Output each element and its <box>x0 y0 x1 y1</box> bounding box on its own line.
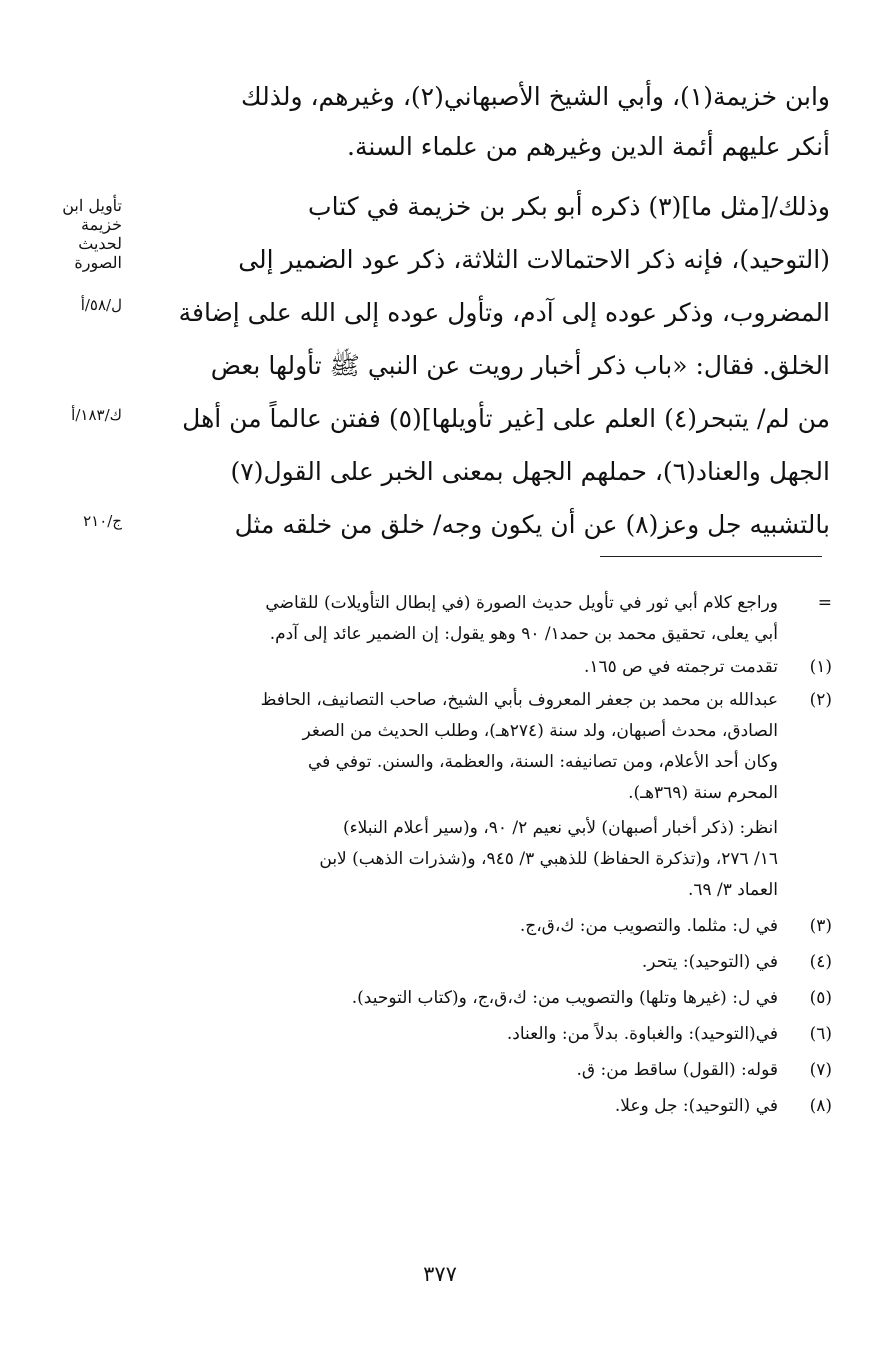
footnote-7 <box>98 1055 840 1086</box>
manuscript-ref-k: ك/١٨٣/أ <box>71 406 122 424</box>
main-text-body <box>150 72 830 551</box>
footnote-line: تقدمت ترجمته في ص ١٦٥. <box>583 657 778 677</box>
footnote-number: (٨) <box>809 1096 832 1116</box>
footnote-2-references <box>98 813 840 906</box>
footnote-text <box>98 1091 778 1122</box>
footnote-line: في(التوحيد): والغباوة. بدلاً من: والعناد. <box>506 1024 778 1044</box>
paragraph-1 <box>150 72 830 172</box>
footnote-line: عبدالله بن محمد بن جعفر المعروف بأبي الشيخ، صاحب التصانيف، الحافظ <box>260 690 778 710</box>
footnote-line: في (التوحيد): جل وعلا. <box>614 1096 778 1116</box>
footnote-marker: = <box>817 593 832 613</box>
footnote-line: في ل: مثلما. والتصويب من: ك،ق،ج. <box>519 916 778 936</box>
footnote-1 <box>98 652 840 683</box>
page-number: ٣٧٧ <box>423 1262 457 1286</box>
footnote-line: في ل: (غيرها وتلها) والتصويب من: ك،ق،ج، و(كتاب التوحيد). <box>351 988 778 1008</box>
footnote-line: العماد ٣/ ٦٩. <box>687 880 778 900</box>
text-line: (التوحيد)، فإنه ذكر الاحتمالات الثلاثة، ذكر عود الضمير إلى <box>238 245 830 274</box>
text-line: من لم/ يتبحر(٤) العلم على [غير تأويلها](٥) ففتن عالماً من أهل <box>182 404 830 433</box>
text-line: الجهل والعناد(٦)، حملهم الجهل بمعنى الخبر على القول(٧) <box>230 457 830 486</box>
footnote-line: في (التوحيد): يتحر. <box>641 952 778 972</box>
footnote-text <box>98 685 778 809</box>
footnote-number: (٤) <box>809 952 832 972</box>
footnote-number: (١) <box>809 657 832 677</box>
margin-heading-line: لحديث <box>78 234 122 253</box>
text-line: بالتشبيه جل وعز(٨) عن أن يكون وجه/ خلق من خلقه مثل <box>234 510 830 539</box>
footnote-5 <box>98 983 840 1014</box>
footnote-number: (٧) <box>809 1060 832 1080</box>
footnote-separator <box>600 556 822 557</box>
footnote-text <box>98 983 778 1014</box>
footnote-4 <box>98 947 840 978</box>
manuscript-ref-j: ج/٢١٠ <box>83 512 122 530</box>
footnote-text <box>98 1019 778 1050</box>
footnote-text <box>98 947 778 978</box>
footnote-text <box>98 911 778 942</box>
text-line: أنكر عليهم أئمة الدين وغيرهم من علماء السنة. <box>347 132 830 161</box>
footnote-number: (٦) <box>809 1024 832 1044</box>
margin-heading-line: خزيمة <box>81 215 122 234</box>
footnote-line: وكان أحد الأعلام، ومن تصانيفه: السنة، والعظمة، والسنن. توفي في <box>307 752 778 772</box>
footnote-text <box>98 588 778 650</box>
footnote-continuation <box>98 588 840 650</box>
footnote-text <box>98 813 778 906</box>
text-line: المضروب، وذكر عوده إلى آدم، وتأول عوده إلى الله على إضافة <box>178 298 830 327</box>
footnote-6 <box>98 1019 840 1050</box>
text-line: الخلق. فقال: «باب ذكر أخبار رويت عن النبي ﷺ تأولها بعض <box>210 351 830 380</box>
margin-heading <box>42 196 122 272</box>
footnote-number: (٢) <box>809 690 832 710</box>
manuscript-ref-line: ل/٥٨/أ <box>80 296 122 314</box>
paragraph-2 <box>150 180 830 551</box>
text-line: وذلك/[مثل ما](٣) ذكره أبو بكر بن خزيمة في كتاب <box>308 192 830 221</box>
footnotes <box>98 588 840 1122</box>
footnote-line: ١٦/ ٢٧٦، و(تذكرة الحفاظ) للذهبي ٣/ ٩٤٥، و(شذرات الذهب) لابن <box>319 849 778 869</box>
manuscript-ref-l <box>48 296 122 315</box>
footnote-number: (٥) <box>809 988 832 1008</box>
footnote-text <box>98 652 778 683</box>
footnote-line: وراجع كلام أبي ثور في تأويل حديث الصورة (في إبطال التأويلات) للقاضي <box>265 593 778 613</box>
footnote-line: انظر: (ذكر أخبار أصبهان) لأبي نعيم ٢/ ٩٠، و(سير أعلام النبلاء) <box>342 818 778 838</box>
footnote-line: المحرم سنة (٣٦٩هـ). <box>628 783 778 803</box>
margin-heading-line: تأويل ابن <box>62 196 122 215</box>
footnote-line: الصادق، محدث أصبهان، ولد سنة (٢٧٤هـ)، وطلب الحديث من الصغر <box>302 721 778 741</box>
footnote-2 <box>98 685 840 809</box>
text-line: وابن خزيمة(١)، وأبي الشيخ الأصبهاني(٢)، وغيرهم، ولذلك <box>241 82 830 111</box>
footnote-3 <box>98 911 840 942</box>
footnote-8 <box>98 1091 840 1122</box>
footnote-text <box>98 1055 778 1086</box>
footnote-line: قوله: (القول) ساقط من: ق. <box>576 1060 778 1080</box>
footnote-number: (٣) <box>809 916 832 936</box>
footnote-line: أبي يعلى، تحقيق محمد بن حمد١/ ٩٠ وهو يقول: إن الضمير عائد إلى آدم. <box>269 624 778 644</box>
margin-heading-line: الصورة <box>74 253 122 272</box>
